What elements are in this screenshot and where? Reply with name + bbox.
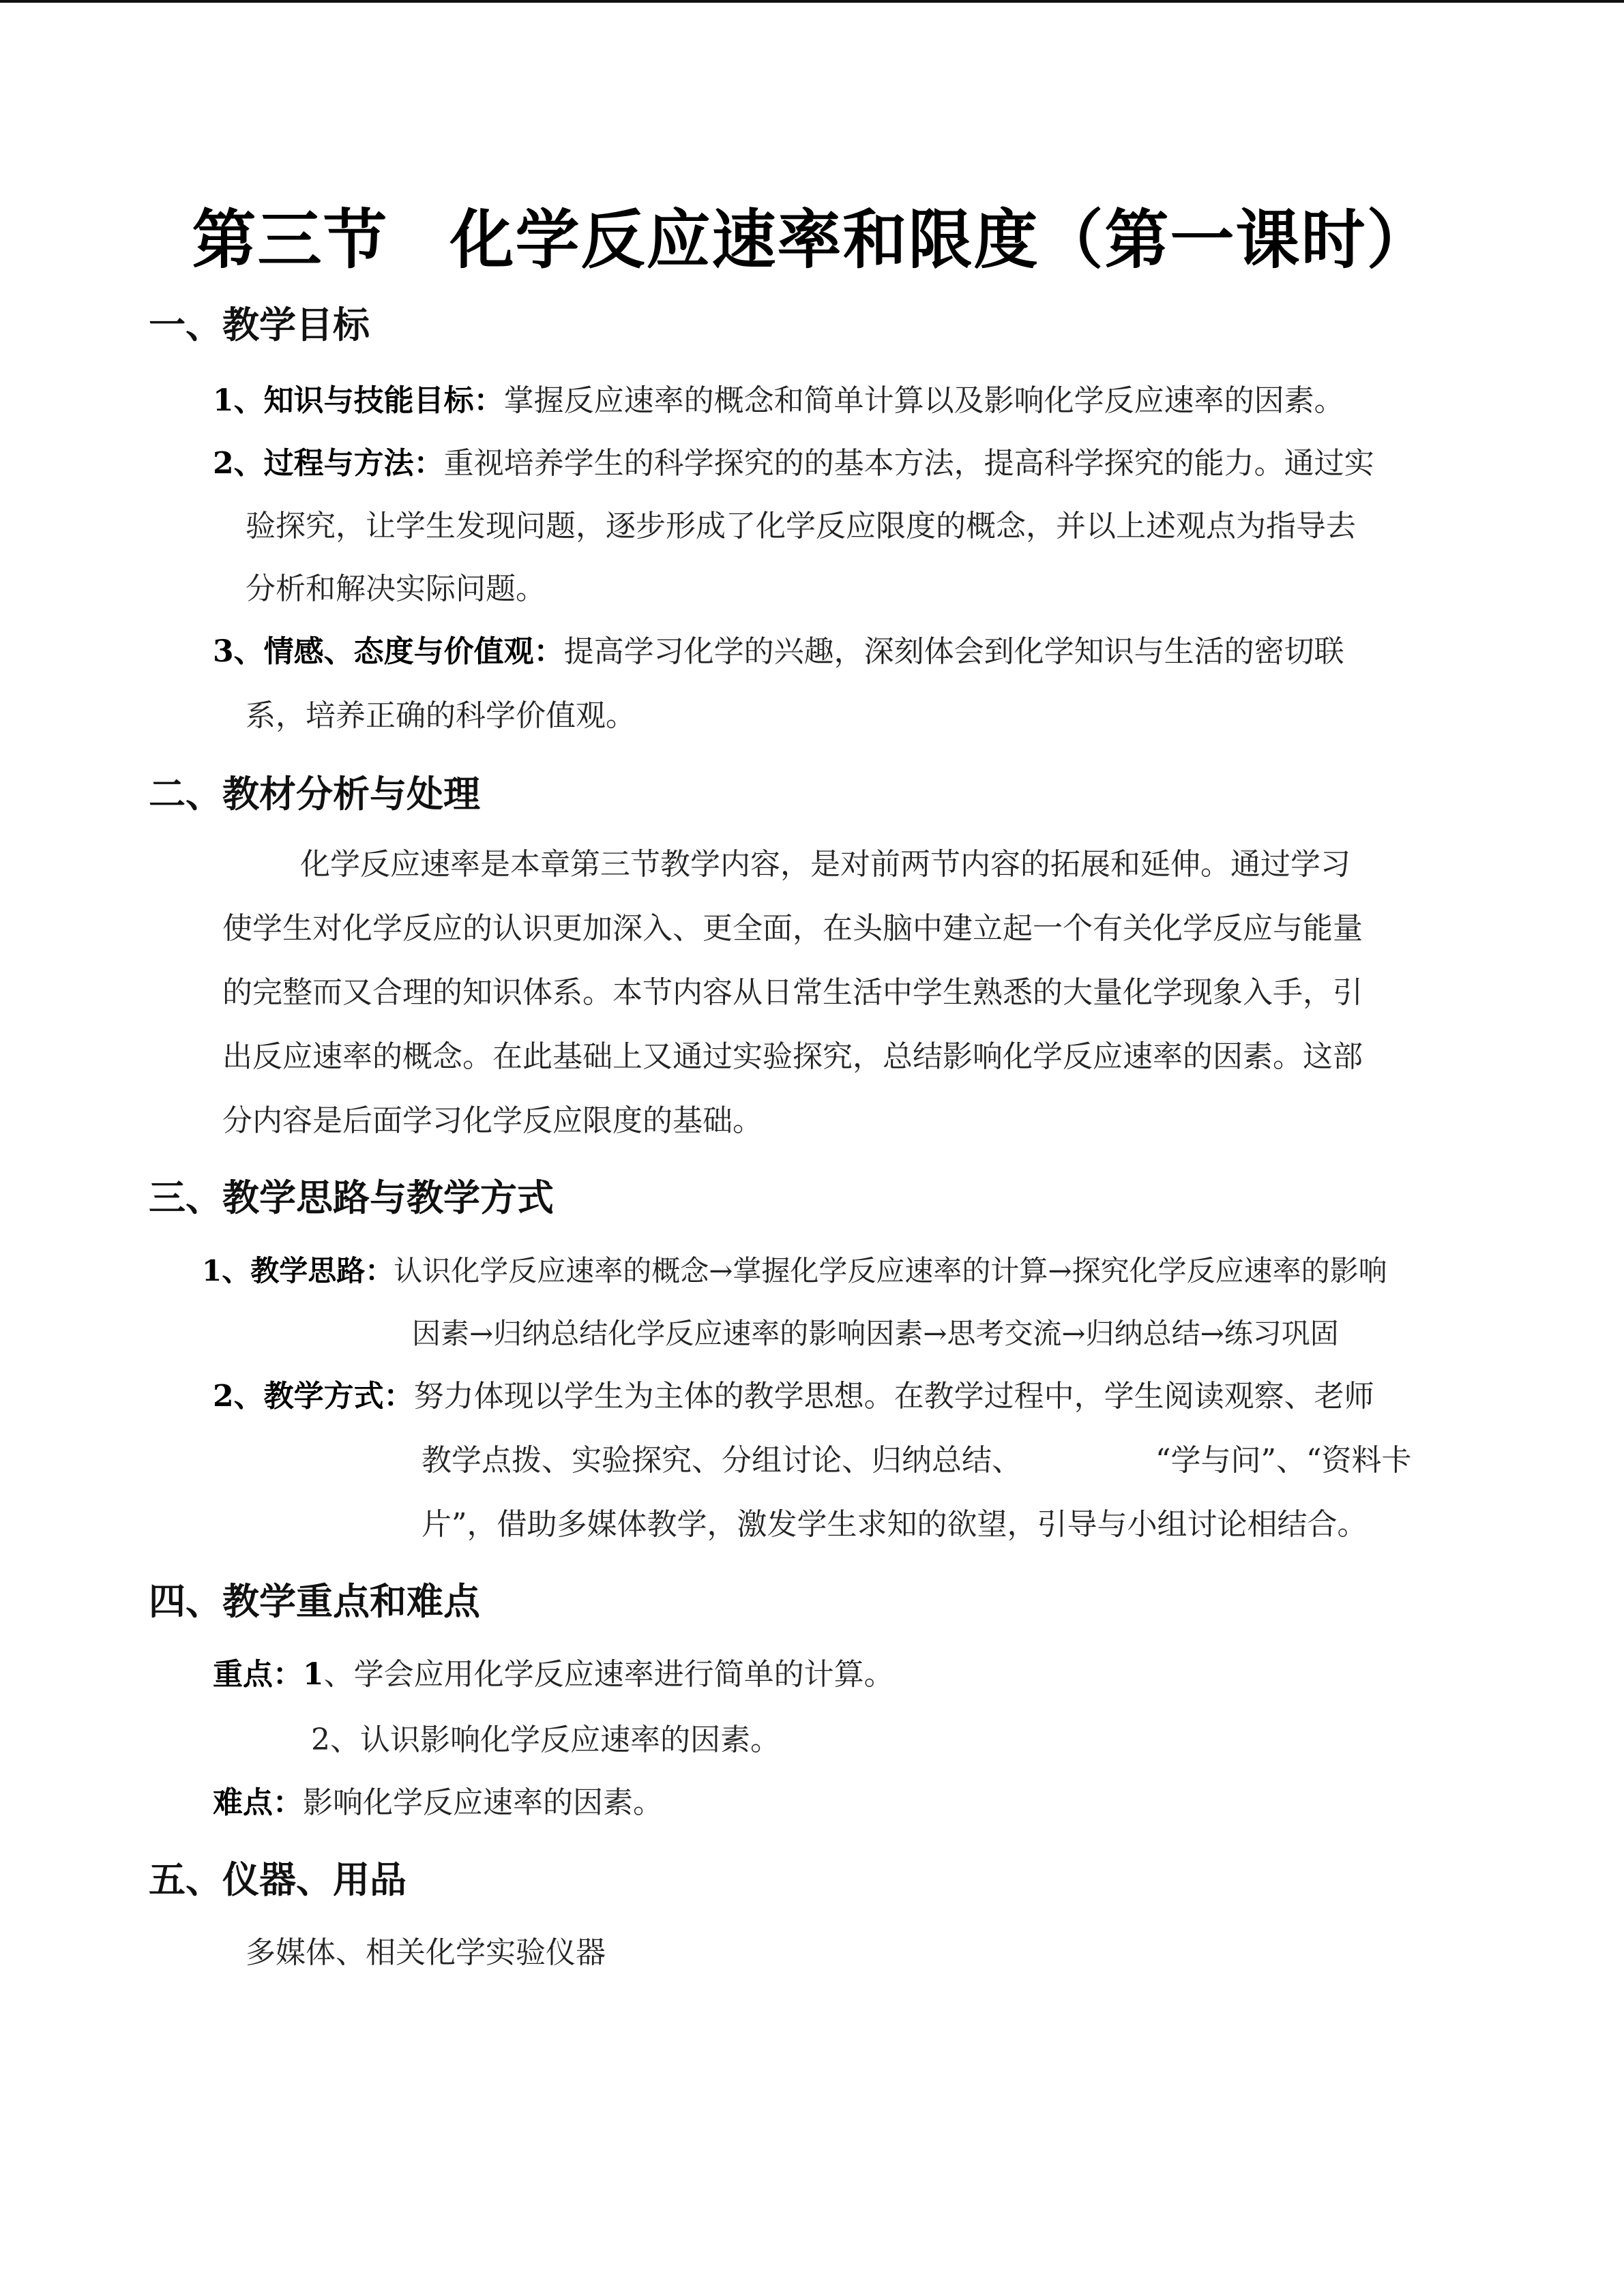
section-heading-key-points: 四、教学重点和难点 xyxy=(149,1579,480,1623)
approach-item-text: 努力体现以学生为主体的教学思想。在教学过程中，学生阅读观察、老师 xyxy=(413,1379,1374,1414)
section-heading-material-analysis: 二、教材分析与处理 xyxy=(149,772,480,816)
difficulty-text: 影响化学反应速率的因素。 xyxy=(303,1785,663,1820)
goal-item-process-cont: 验探究，让学生发现问题，逐步形成了化学反应限度的概念，并以上述观点为指导去 xyxy=(246,509,1356,543)
paragraph-line: 分内容是后面学习化学反应限度的基础。 xyxy=(222,1103,763,1138)
paragraph-line: 出反应速率的概念。在此基础上又通过实验探究，总结影响化学反应速率的因素。这部 xyxy=(222,1039,1363,1074)
key-point-number: 1 xyxy=(303,1657,324,1692)
approach-item-thinking xyxy=(202,1249,1387,1293)
goal-item-text: 掌握反应速率的概念和简单计算以及影响化学反应速率的因素。 xyxy=(503,383,1344,418)
key-point-label: 重点： xyxy=(213,1657,303,1692)
goal-item-text: 重视培养学生的科学探究的的基本方法，提高科学探究的能力。通过实 xyxy=(443,446,1374,481)
key-point-1 xyxy=(213,1653,894,1697)
approach-item-method-cont: 教学点拨、实验探究、分组讨论、归纳总结、 xyxy=(422,1443,1022,1478)
title-section-number: 第三节 xyxy=(192,203,389,278)
paragraph-line: 的完整而又合理的知识体系。本节内容从日常生活中学生熟悉的大量化学现象入手，引 xyxy=(222,975,1363,1010)
goal-item-emotion-cont: 系，培养正确的科学价值观。 xyxy=(246,698,636,733)
key-point-2: 2、认识影响化学反应速率的因素。 xyxy=(311,1723,780,1757)
goal-item-emotion xyxy=(213,630,1344,674)
goal-item-process xyxy=(213,442,1374,486)
approach-item-text: 认识化学反应速率的概念→掌握化学反应速率的计算→探究化学反应速率的影响 xyxy=(394,1254,1387,1287)
title-section-name: 化学反应速率和限度（第一课时） xyxy=(449,203,1432,278)
equipment-text: 多媒体、相关化学实验仪器 xyxy=(246,1935,606,1970)
approach-item-label: 1、教学思路： xyxy=(202,1254,394,1287)
section-heading-equipment: 五、仪器、用品 xyxy=(149,1858,407,1901)
section-heading-teaching-approach: 三、教学思路与教学方式 xyxy=(149,1176,554,1219)
goal-item-label: 3、情感、态度与价值观： xyxy=(213,634,564,669)
difficulty-point xyxy=(213,1781,663,1825)
goal-item-process-cont: 分析和解决实际问题。 xyxy=(246,571,546,606)
paragraph-line: 使学生对化学反应的认识更加深入、更全面，在头脑中建立起一个有关化学反应与能量 xyxy=(222,911,1363,946)
approach-item-method-cont: 片”，借助多媒体教学，激发学生求知的欲望，引导与小组讨论相结合。 xyxy=(422,1507,1368,1542)
page-title xyxy=(0,199,1624,281)
goal-item-label: 1、知识与技能目标： xyxy=(213,383,504,418)
section-heading-teaching-goals: 一、教学目标 xyxy=(149,303,370,346)
approach-item-method-cont: “学与问”、“资料卡 xyxy=(1155,1443,1412,1478)
approach-item-thinking-cont: 因素→归纳总结化学反应速率的影响因素→思考交流→归纳总结→练习巩固 xyxy=(412,1317,1339,1350)
goal-item-label: 2、过程与方法： xyxy=(213,446,444,481)
paragraph-line: 化学反应速率是本章第三节教学内容，是对前两节内容的拓展和延伸。通过学习 xyxy=(300,847,1350,882)
top-border-line xyxy=(0,0,1624,3)
difficulty-label: 难点： xyxy=(213,1785,303,1820)
approach-item-label: 2、教学方式： xyxy=(213,1379,414,1414)
approach-item-method xyxy=(213,1375,1374,1418)
goal-item-text: 提高学习化学的兴趣，深刻体会到化学知识与生活的密切联 xyxy=(563,634,1344,669)
goal-item-knowledge xyxy=(213,379,1344,423)
key-point-text: 、学会应用化学反应速率进行简单的计算。 xyxy=(323,1657,894,1692)
